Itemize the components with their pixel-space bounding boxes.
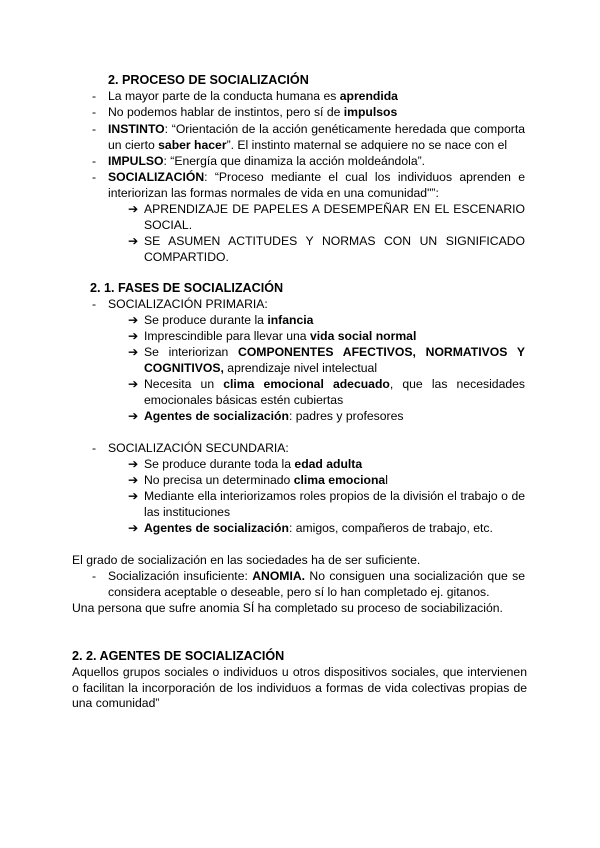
list-item-instinto: [88, 122, 525, 153]
dash-marker: -: [91, 170, 97, 184]
list-item-text: IMPULSO: “Energía que dinamiza la acción moldeándola”.: [108, 154, 426, 168]
paragraph-agentes: Aquellos grupos sociales o individuos u otros dispositivos sociales, que intervienen o facilitan la incorporación de los individuos a formas de vida colectivas propias de una comunidad”: [72, 665, 527, 710]
dash-marker: -: [91, 105, 97, 119]
list-item-text: INSTINTO: “Orientación de la acción genéticamente heredada que comporta un cierto saber hacer”. El instinto maternal se adquiere no se nace con el: [108, 122, 525, 152]
arrow-item-text: No precisa un determinado clima emocional: [144, 473, 388, 487]
arrow-item: [128, 473, 525, 489]
heading-proceso-socializacion: 2. PROCESO DE SOCIALIZACIÓN: [108, 73, 309, 87]
arrow-item: [128, 521, 525, 537]
arrow-item-text: Mediante ella interiorizamos roles propios de la división el trabajo o de las instituciones: [144, 489, 525, 519]
arrow-icon: ➔: [128, 345, 139, 359]
dash-marker: -: [91, 89, 97, 103]
dash-marker: -: [91, 441, 97, 455]
arrow-icon: ➔: [128, 329, 139, 343]
arrow-item: [128, 489, 525, 520]
arrow-icon: ➔: [128, 377, 139, 391]
list-item: [88, 89, 525, 105]
dash-marker: -: [91, 297, 97, 311]
arrow-item-text: APRENDIZAJE DE PAPELES A DESEMPEÑAR EN EL ESCENARIO SOCIAL.: [144, 202, 525, 232]
arrow-item-text: Se produce durante la infancia: [144, 313, 314, 327]
heading-fases-socializacion: 2. 1. FASES DE SOCIALIZACIÓN: [90, 281, 284, 295]
arrow-icon: ➔: [128, 457, 139, 471]
heading-agentes-socializacion: 2. 2. AGENTES DE SOCIALIZACIÓN: [72, 649, 285, 663]
list-item: [88, 105, 525, 121]
dash-marker: -: [91, 154, 97, 168]
arrow-item: [128, 202, 525, 233]
arrow-item: [128, 377, 525, 408]
list-item-secundaria: [88, 441, 525, 457]
arrow-item-text: Agentes de socialización: amigos, compañeros de trabajo, etc.: [144, 521, 493, 535]
arrow-icon: ➔: [128, 409, 139, 423]
arrow-item: [128, 345, 525, 376]
list-item-impulso: [88, 154, 525, 170]
list-item-primaria: [88, 297, 525, 313]
list-item-anomia: [88, 569, 525, 600]
arrow-icon: ➔: [128, 202, 139, 216]
arrow-item: [128, 234, 525, 265]
arrow-item-text: SE ASUMEN ACTITUDES Y NORMAS CON UN SIGNIFICADO COMPARTIDO.: [144, 234, 525, 264]
arrow-item-text: Se interiorizan COMPONENTES AFECTIVOS, NORMATIVOS Y COGNITIVOS, aprendizaje nivel intelectual: [144, 345, 526, 375]
list-item-text: SOCIALIZACIÓN: “Proceso mediante el cual los individuos aprenden e interiorizan las formas normales de vida en una comunidad"”:: [108, 170, 525, 200]
arrow-icon: ➔: [128, 489, 139, 503]
paragraph-grado: El grado de socialización en las sociedades ha de ser suficiente.: [72, 553, 421, 567]
arrow-icon: ➔: [128, 473, 139, 487]
arrow-item: [128, 313, 525, 329]
dash-marker: -: [91, 122, 97, 136]
list-item-text: Socialización insuficiente: ANOMIA. No consiguen una socialización que se considera aceptable o deseable, pero sí lo han completado ej. gitanos.: [108, 569, 525, 599]
arrow-icon: ➔: [128, 521, 139, 535]
arrow-item-text: Imprescindible para llevar una vida social normal: [144, 329, 417, 343]
arrow-item-text: Necesita un clima emocional adecuado, que las necesidades emocionales básicas estén cubiertas: [144, 377, 525, 407]
arrow-item: [128, 409, 525, 425]
paragraph-anomia: Una persona que sufre anomia SÍ ha completado su proceso de sociabilización.: [72, 601, 503, 615]
arrow-icon: ➔: [128, 234, 139, 248]
arrow-item: [128, 457, 525, 473]
list-item-text: La mayor parte de la conducta humana es aprendida: [108, 89, 398, 103]
arrow-icon: ➔: [128, 313, 139, 327]
dash-marker: -: [91, 569, 97, 583]
list-item-text: No podemos hablar de instintos, pero sí de impulsos: [108, 105, 398, 119]
arrow-item: [128, 329, 525, 345]
list-item-socializacion: [88, 170, 525, 201]
list-item-text: SOCIALIZACIÓN PRIMARIA:: [108, 297, 268, 311]
arrow-item-text: Agentes de socialización: padres y profesores: [144, 409, 404, 423]
list-item-text: SOCIALIZACIÓN SECUNDARIA:: [108, 441, 289, 455]
arrow-item-text: Se produce durante toda la edad adulta: [144, 457, 363, 471]
